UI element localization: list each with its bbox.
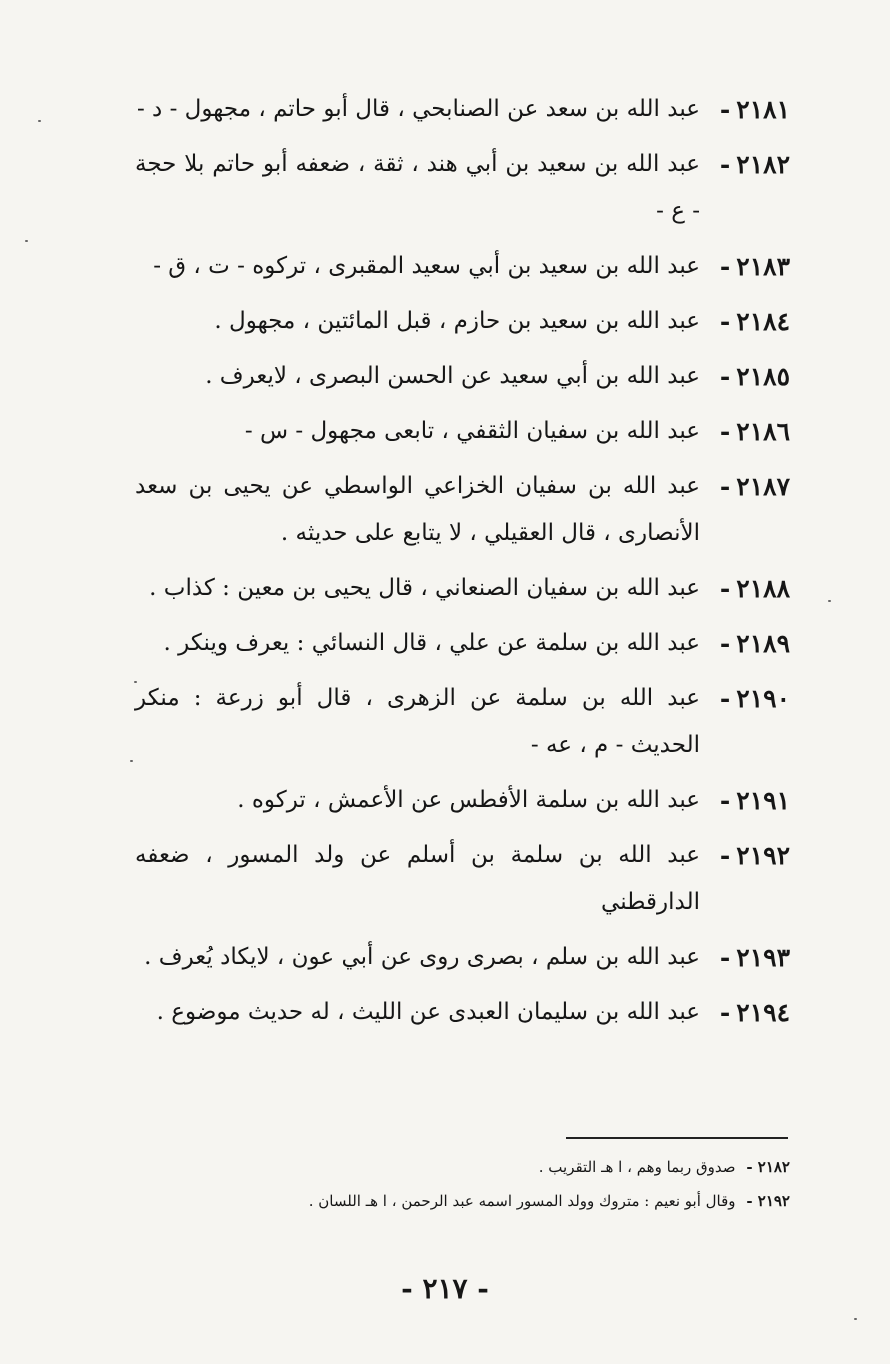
footnotes xyxy=(150,1150,790,1218)
entry-text: عبد الله بن سليمان العبدى عن الليث ، له حديث موضوع . xyxy=(156,999,700,1025)
entry-number: ٢١٩١- xyxy=(719,786,790,815)
footnote-text: وقال أبو نعيم : متروك وولد المسور اسمه عبد الرحمن ، ا هـ اللسان . xyxy=(308,1192,736,1210)
entry xyxy=(135,141,790,235)
scan-speck xyxy=(854,1318,857,1320)
scan-speck xyxy=(828,600,831,602)
entry xyxy=(135,243,790,290)
entry xyxy=(135,408,790,455)
entry-text: عبد الله بن سعيد بن حازم ، قبل المائتين ، مجهول . xyxy=(214,308,700,334)
entry-text: عبد الله بن سلمة عن الزهرى ، قال أبو زرعة : منكر الحديث - م ، عه - xyxy=(135,685,700,758)
entry-number: ٢١٨٣- xyxy=(719,252,790,281)
footnote-number: ٢١٩٢ - xyxy=(746,1192,790,1210)
scan-speck xyxy=(25,240,28,242)
footnote xyxy=(150,1184,790,1218)
entry-text: عبد الله بن سلمة بن أسلم عن ولد المسور ، ضعفه الدارقطني xyxy=(135,842,700,915)
entry-number: ٢١٩٤- xyxy=(719,998,790,1027)
entry-text: عبد الله بن سلمة عن علي ، قال النسائي : يعرف وينكر . xyxy=(163,630,700,656)
page-number: - ٢١٧ - xyxy=(401,1272,489,1305)
entry-text: عبد الله بن سفيان الثقفي ، تابعى مجهول - س - xyxy=(244,418,700,444)
entry xyxy=(135,620,790,667)
entry-text: عبد الله بن سفيان الصنعاني ، قال يحيى بن معين : كذاب . xyxy=(149,575,700,601)
scan-speck xyxy=(134,681,137,683)
entry xyxy=(135,989,790,1036)
entry-number: ٢١٩٣- xyxy=(719,943,790,972)
entry xyxy=(135,777,790,824)
entry-text: عبد الله بن سعيد بن أبي سعيد المقبرى ، تركوه - ت ، ق - xyxy=(153,253,700,279)
entry-number: ٢١٨٩- xyxy=(719,629,790,658)
entry-text: عبد الله بن سعد عن الصنابحي ، قال أبو حاتم ، مجهول - د - xyxy=(136,96,700,122)
scan-speck xyxy=(130,760,133,762)
entry xyxy=(135,86,790,133)
entry-number: ٢١٨٥- xyxy=(719,362,790,391)
entry-number: ٢١٨٧- xyxy=(719,472,790,501)
entry xyxy=(135,934,790,981)
entry xyxy=(135,565,790,612)
entry xyxy=(135,298,790,345)
entry-number: ٢١٨٨- xyxy=(719,574,790,603)
footnote-number: ٢١٨٢ - xyxy=(746,1158,790,1176)
entry-number: ٢١٩٢- xyxy=(719,841,790,870)
entry-text: عبد الله بن سلم ، بصرى روى عن أبي عون ، لايكاد يُعرف . xyxy=(144,944,700,970)
entry-number: ٢١٨٤- xyxy=(719,307,790,336)
entry-list xyxy=(135,86,790,1044)
entry-number: ٢١٨٦- xyxy=(719,417,790,446)
entry-number: ٢١٨٢- xyxy=(719,150,790,179)
entry-text: عبد الله بن سفيان الخزاعي الواسطي عن يحيى بن سعد الأنصارى ، قال العقيلي ، لا يتابع على حديثه . xyxy=(135,473,700,546)
entry-text: عبد الله بن أبي سعيد عن الحسن البصرى ، لايعرف . xyxy=(205,363,700,389)
footnote xyxy=(150,1150,790,1184)
entry-number: ٢١٨١- xyxy=(719,95,790,124)
scan-speck xyxy=(38,120,41,122)
entry xyxy=(135,353,790,400)
entry xyxy=(135,832,790,926)
entry-text: عبد الله بن سلمة الأفطس عن الأعمش ، تركوه . xyxy=(237,787,700,813)
footnote-text: صدوق ربما وهم ، ا هـ التقريب . xyxy=(538,1158,736,1176)
footnote-divider xyxy=(566,1137,788,1139)
entry xyxy=(135,675,790,769)
entry xyxy=(135,463,790,557)
entry-number: ٢١٩٠- xyxy=(719,684,790,713)
entry-text: عبد الله بن سعيد بن أبي هند ، ثقة ، ضعفه أبو حاتم بلا حجة - ع - xyxy=(135,151,700,224)
